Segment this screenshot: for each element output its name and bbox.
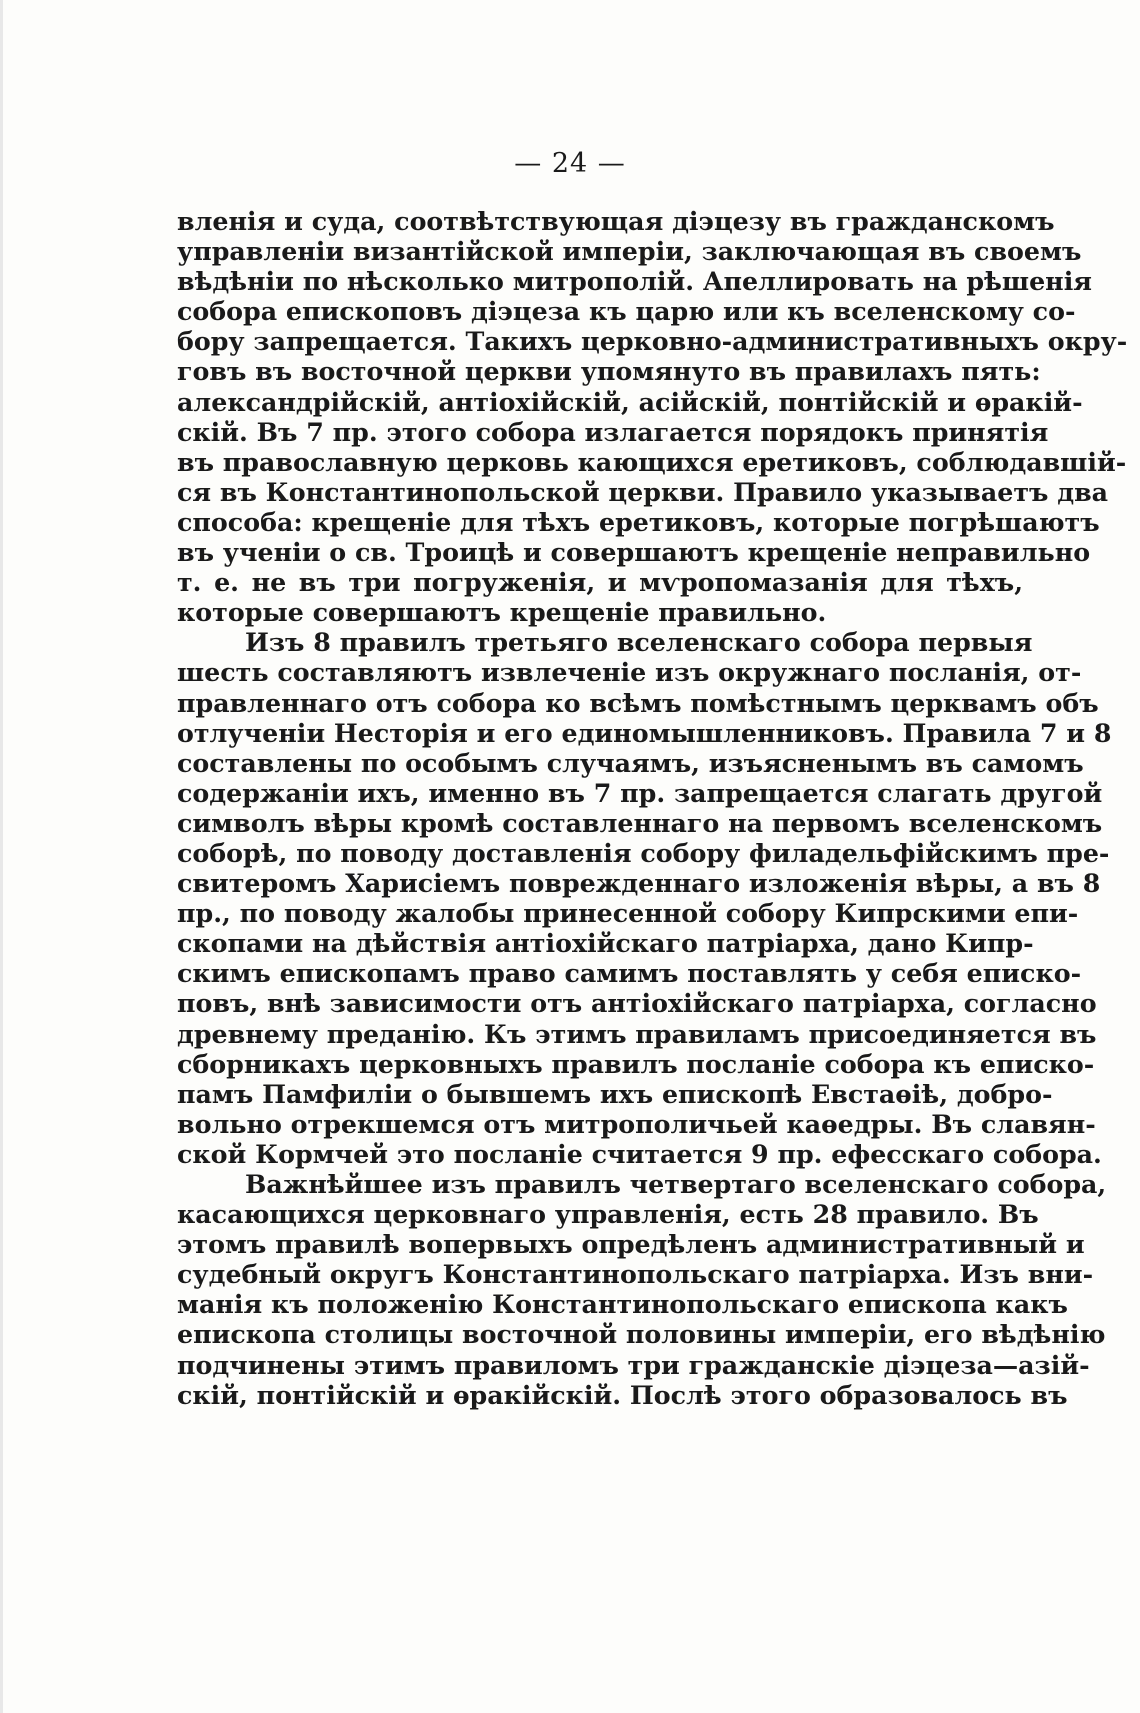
text-line: скій. Въ 7 пр. этого собора излагается порядокъ принятія (177, 416, 1049, 447)
text-line: судебный округъ Константинопольскаго патріарха. Изъ вни- (177, 1259, 1094, 1290)
text-line: Изъ 8 правилъ третьяго вселенскаго собора первыя (245, 627, 1033, 658)
text-line: въ ученіи о св. Троицѣ и совершаютъ крещеніе неправильно (177, 537, 1091, 568)
text-line: шесть составляютъ извлеченіе изъ окружнаго посланія, от- (177, 657, 1082, 688)
text-line: касающихся церковнаго управленія, есть 28 правило. Въ (177, 1199, 1039, 1230)
text-line: александрійскій, антіохійскій, асійскій, понтійскій и ѳракій- (177, 386, 1083, 417)
text-line: скопами на дѣйствія антіохійскаго патріарха, дано Кипр- (177, 928, 1034, 959)
text-line: Важнѣйшее изъ правилъ четвертаго вселенскаго собора, (245, 1169, 1107, 1199)
text-line: вленія и суда, соотвѣтствующая діэцезу въ гражданскомъ (177, 206, 1055, 236)
text-line: ской Кормчей это посланіе считается 9 пр. ефесскаго собора. (177, 1138, 1102, 1169)
page-number: — 24 — (514, 148, 626, 179)
text-line: правленнаго отъ собора ко всѣмъ помѣстнымъ церквамъ объ (177, 687, 1099, 718)
text-line: свитеромъ Харисіемъ поврежденнаго изложенія вѣры, а въ 8 (177, 868, 1101, 899)
text-line: соборѣ, по поводу доставленія собору филадельфійскимъ пре- (177, 837, 1110, 868)
text-line: скій, понтійскій и ѳракійскій. Послѣ этого образовалось въ (177, 1379, 1068, 1410)
text-line: управленіи византійской имперіи, заключающая въ своемъ (177, 236, 1082, 267)
text-line: епископа столицы восточной половины имперіи, его вѣдѣнію (177, 1319, 1106, 1350)
text-line: этомъ правилѣ вопервыхъ опредѣленъ административный и (177, 1229, 1085, 1260)
scan-edge (0, 0, 3, 1713)
text-line: повъ, внѣ зависимости отъ антіохійскаго патріарха, согласно (177, 988, 1097, 1019)
text-line: собора епископовъ діэцеза къ царю или къ вселенскому со- (177, 296, 1076, 327)
text-line: ся въ Константинопольской церкви. Правило указываетъ два (177, 476, 1109, 507)
text-line: содержаніи ихъ, именно въ 7 пр. запрещается слагать другой (177, 777, 1103, 808)
text-line: подчинены этимъ правиломъ три гражданскіе діэцеза—азій- (177, 1349, 1090, 1380)
text-line: отлученіи Несторія и его единомышленниковъ. Правила 7 и 8 (177, 717, 1112, 748)
text-line: составлены по особымъ случаямъ, изъясненымъ въ самомъ (177, 747, 1084, 778)
text-line: пр., по поводу жалобы принесенной собору Кипрскими епи- (177, 898, 1079, 929)
text-line: памъ Памфиліи о бывшемъ ихъ епископѣ Евстаѳіѣ, добро- (177, 1078, 1053, 1109)
text-line: символъ вѣры кромѣ составленнаго на первомъ вселенскомъ (177, 807, 1103, 838)
text-line: способа: крещеніе для тѣхъ еретиковъ, которые погрѣшаютъ (177, 506, 1100, 537)
text-line: говъ въ восточной церкви упомянуто въ правилахъ пять: (177, 356, 1041, 387)
text-line: скимъ епископамъ право самимъ поставлять у себя еписко- (177, 958, 1082, 989)
text-line: вѣдѣніи по нѣсколько митрополій. Апеллировать на рѣшенія (177, 266, 1092, 297)
text-line: манія къ положенію Константинопольскаго епископа какъ (177, 1289, 1068, 1320)
text-line: въ православную церковь кающихся еретиковъ, соблюдавшій- (177, 446, 1127, 477)
text-line: бору запрещается. Такихъ церковно-административныхъ окру- (177, 326, 1128, 357)
text-line: т. е. не въ три погруженія, и мѵропомазанія для тѣхъ, (177, 567, 1023, 598)
text-line: которые совершаютъ крещеніе правильно. (177, 597, 827, 628)
body-text (177, 206, 1128, 1410)
text-line: сборникахъ церковныхъ правилъ посланіе собора къ еписко- (177, 1048, 1095, 1079)
text-line: древнему преданію. Къ этимъ правиламъ присоединяется въ (177, 1018, 1097, 1049)
text-line: вольно отрекшемся отъ митрополичьей каѳедры. Въ славян- (177, 1108, 1096, 1139)
